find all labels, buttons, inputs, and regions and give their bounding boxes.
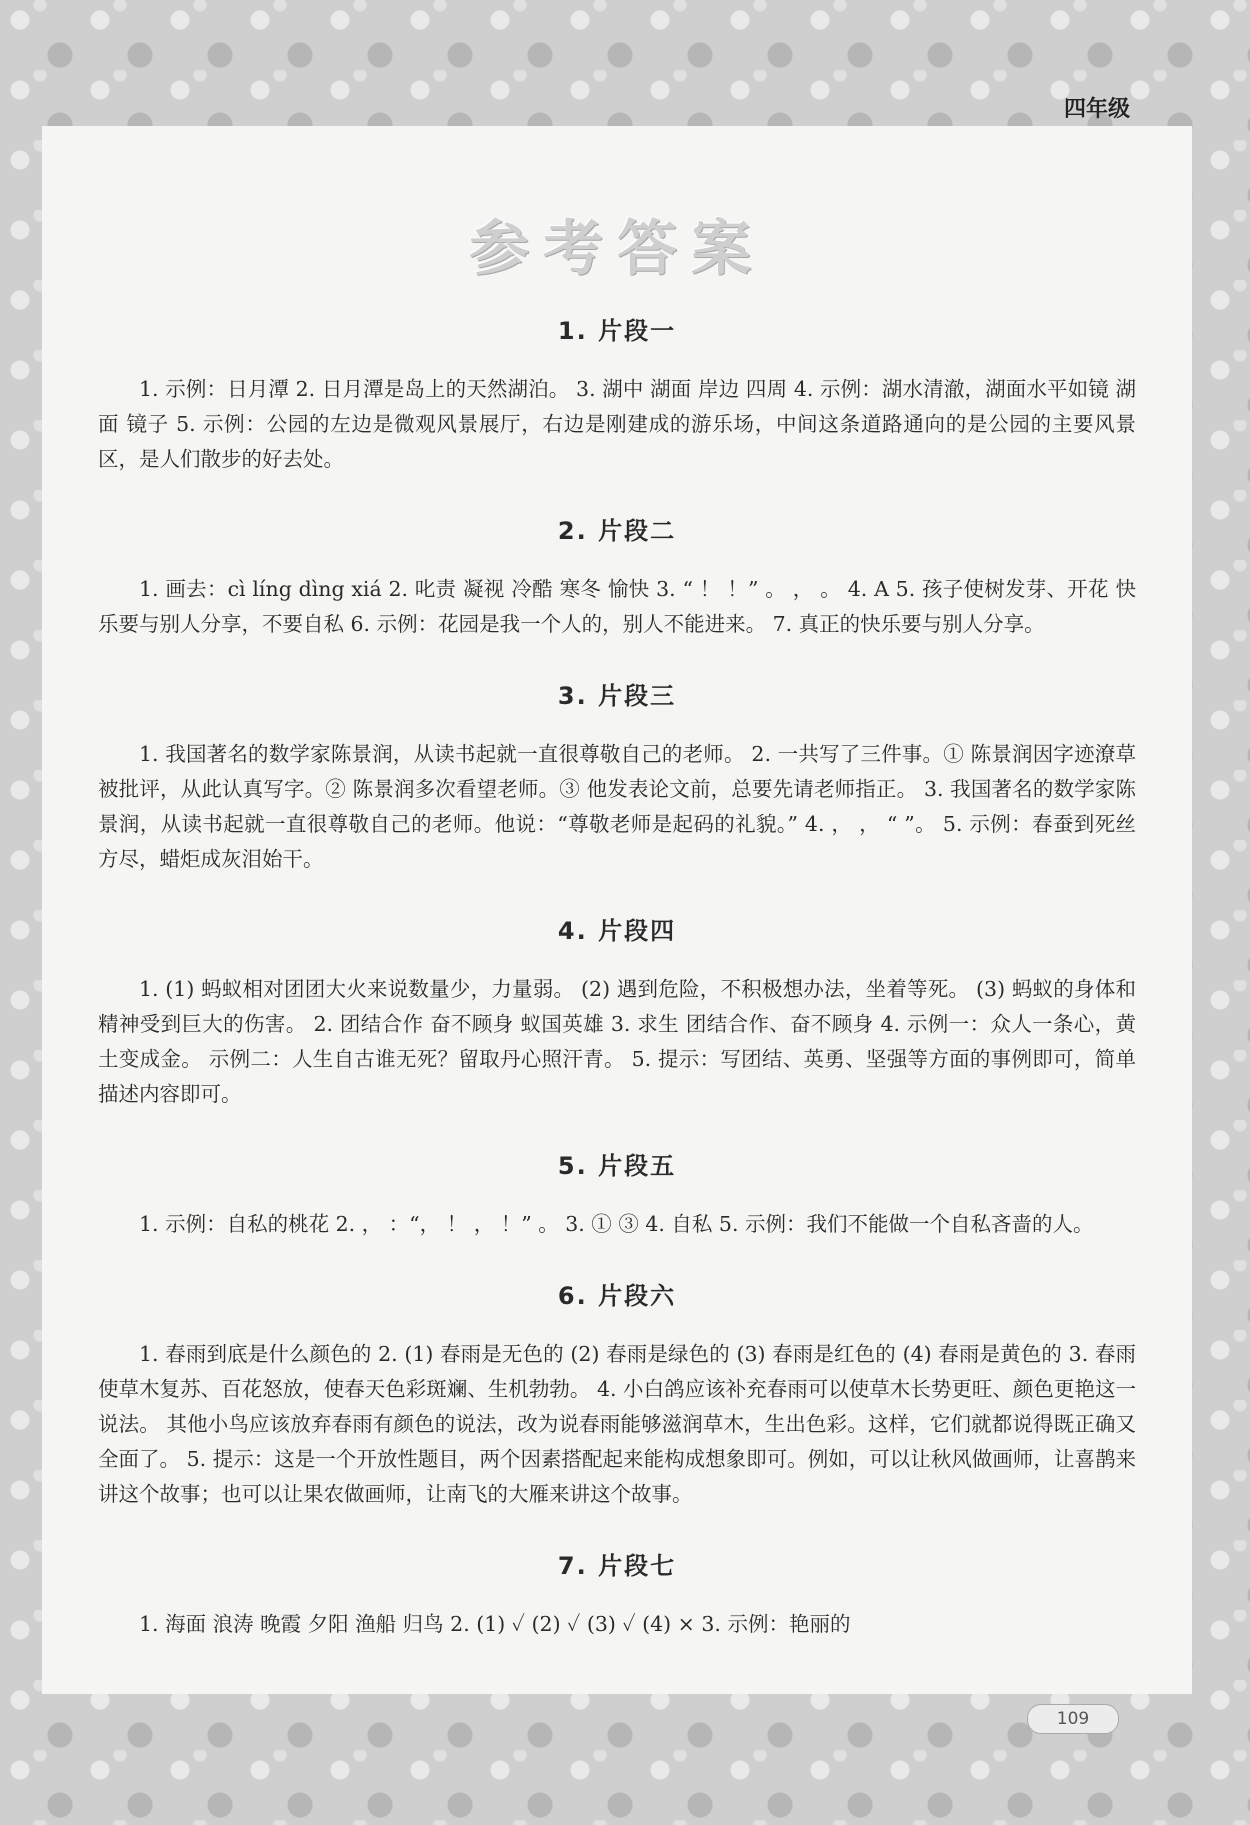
- section-heading: 3. 片段三: [557, 682, 677, 710]
- section-4: [98, 911, 1136, 1112]
- section-answers: 1. 海面 浪涛 晚霞 夕阳 渔船 归鸟 2. (1) ✓ (2) ✓ (3) ✓ (4) × 3. 示例：艳丽的: [139, 1612, 851, 1636]
- answer-content: [98, 311, 1136, 1642]
- section-1: [98, 311, 1136, 477]
- answer-sheet: [42, 126, 1192, 1694]
- page-title: 参考答案: [469, 214, 765, 284]
- grade-label: 四年级: [1063, 97, 1130, 122]
- section-answers: 1. 我国著名的数学家陈景润，从读书起就一直很尊敬自己的老师。 2. 一共写了三件事。① 陈景润因字迹潦草被批评，从此认真写字。② 陈景润多次看望老师。③ 他发表论文前，总要先请老师指正。 3. 我国著名的数学家陈景润，从读书起就一直很尊敬自己的老师。他说：“尊敬老师是起码的礼貌。” 4. ， ， “ ”。 5. 示例：春蚕到死丝方尽，蜡炬成灰泪始干。: [98, 742, 1136, 871]
- section-answers: 1. 春雨到底是什么颜色的 2. (1) 春雨是无色的 (2) 春雨是绿色的 (3) 春雨是红色的 (4) 春雨是黄色的 3. 春雨使草木复苏、百花怒放，使春天色彩斑斓、生机勃勃。 4. 小白鸽应该补充春雨可以使草木长势更旺、颜色更艳这一说法。 其他小鸟应该放弃春雨有颜色的说法，改为说春雨能够滋润草木，生出色彩。这样，它们就都说得既正确又全面了。 5. 提示：这是一个开放性题目，两个因素搭配起来能构成想象即可。例如，可以让秋风做画师，让喜鹊来讲这个故事；也可以让果农做画师，让南飞的大雁来讲这个故事。: [98, 1342, 1136, 1506]
- page-number: 109: [1027, 1704, 1119, 1734]
- section-answers: 1. 示例：日月潭 2. 日月潭是岛上的天然湖泊。 3. 湖中 湖面 岸边 四周 4. 示例：湖水清澈，湖面水平如镜 湖面 镜子 5. 示例：公园的左边是微观风景展厅，右边是刚建成的游乐场，中间这条道路通向的是公园的主要风景区，是人们散步的好去处。: [98, 377, 1136, 471]
- section-heading: 6. 片段六: [557, 1282, 677, 1310]
- section-heading: 5. 片段五: [557, 1152, 677, 1180]
- section-answers: 1. 示例：自私的桃花 2. ， ：“， ！ ， ！” 。 3. ① ③ 4. 自私 5. 示例：我们不能做一个自私吝啬的人。: [139, 1212, 1094, 1236]
- section-heading: 7. 片段七: [557, 1552, 677, 1580]
- section-7: [98, 1546, 1136, 1642]
- section-3: [98, 676, 1136, 877]
- section-heading: 4. 片段四: [557, 917, 677, 945]
- section-5: [98, 1146, 1136, 1242]
- section-answers: 1. (1) 蚂蚁相对团团大火来说数量少，力量弱。 (2) 遇到危险，不积极想办法，坐着等死。 (3) 蚂蚁的身体和精神受到巨大的伤害。 2. 团结合作 奋不顾身 蚁国英雄 3. 求生 团结合作、奋不顾身 4. 示例一：众人一条心，黄土变成金。 示例二：人生自古谁无死？留取丹心照汗青。 5. 提示：写团结、英勇、坚强等方面的事例即可，简单描述内容即可。: [98, 977, 1136, 1106]
- section-heading: 1. 片段一: [557, 317, 677, 345]
- section-answers: 1. 画去：cì líng dìng xiá 2. 叱责 凝视 冷酷 寒冬 愉快 3. “ ！ ！” 。 ， 。 4. A 5. 孩子使树发芽、开花 快乐要与别人分享，不要自私 6. 示例：花园是我一个人的，别人不能进来。 7. 真正的快乐要与别人分享。: [98, 577, 1136, 636]
- section-2: [98, 511, 1136, 642]
- section-heading: 2. 片段二: [557, 517, 677, 545]
- section-6: [98, 1276, 1136, 1512]
